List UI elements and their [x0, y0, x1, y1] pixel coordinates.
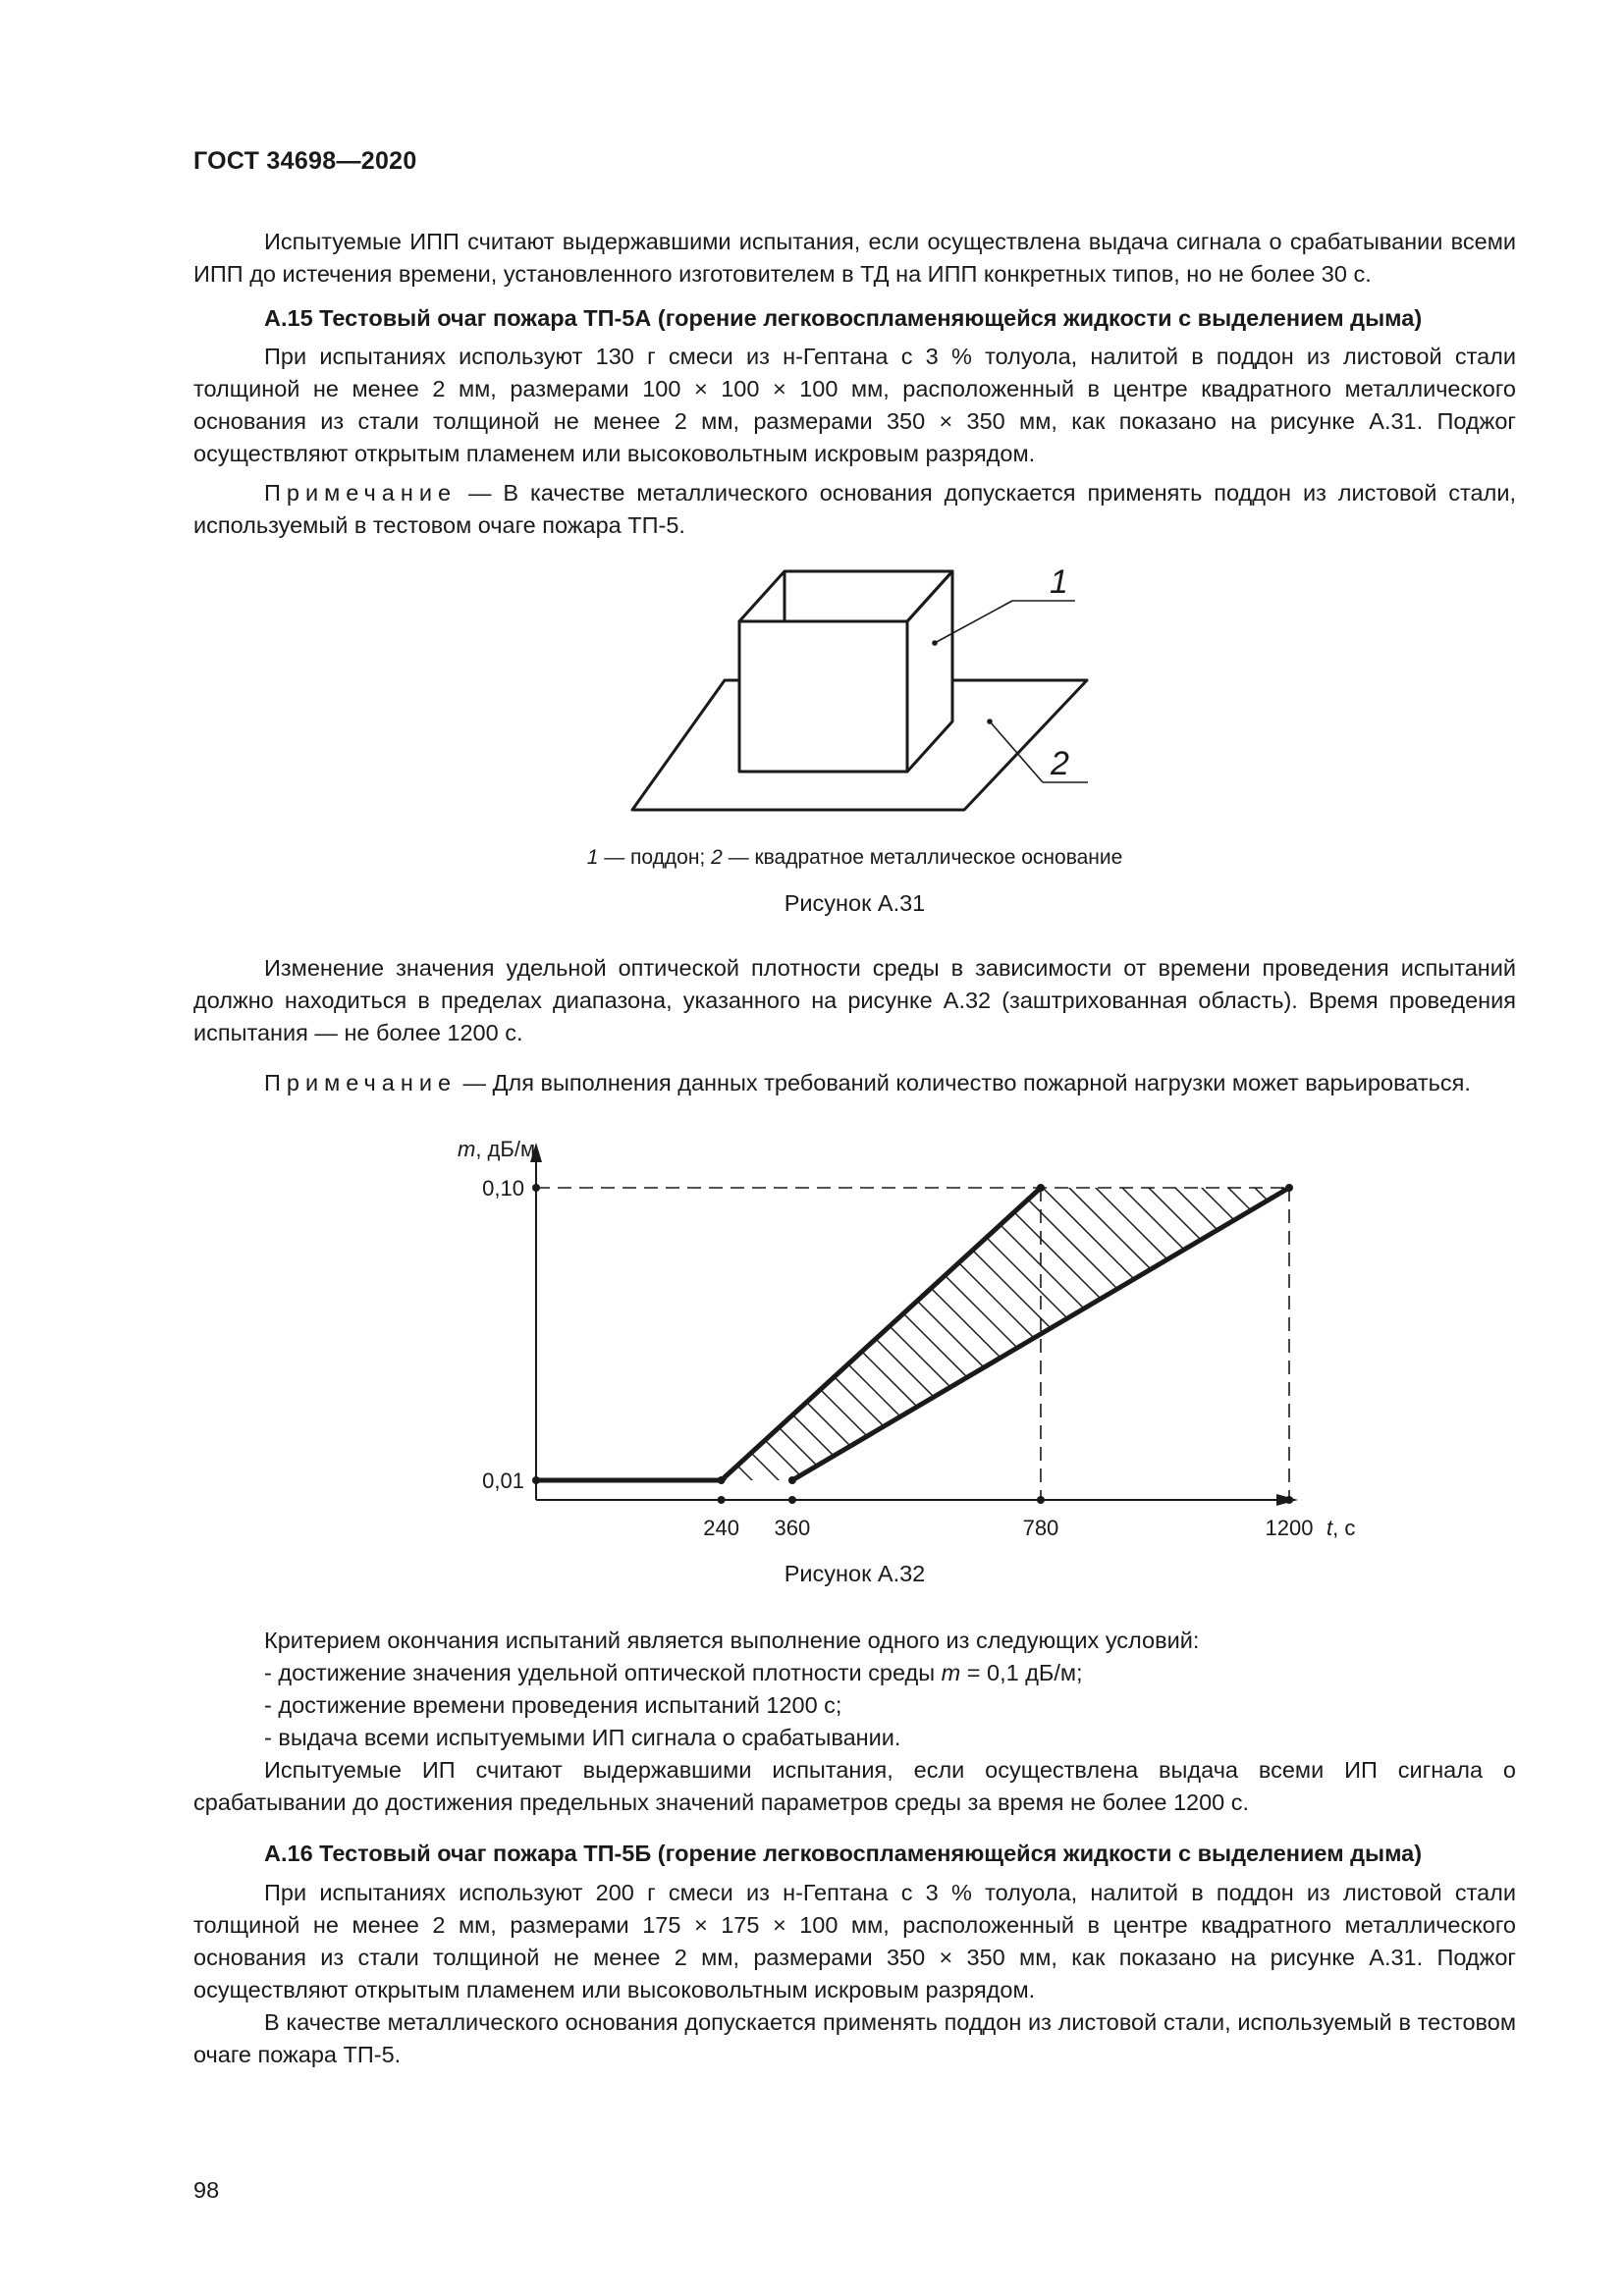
- hatch-line: [447, 1148, 820, 1522]
- y-tick-label: 0,01: [482, 1468, 524, 1493]
- x-tick-label: 1200: [1265, 1516, 1314, 1540]
- hatch-line: [1507, 1148, 1624, 1522]
- figure-a31-drawing: [609, 560, 1119, 825]
- hatch-line: [659, 1148, 1032, 1522]
- hatch-line: [473, 1148, 846, 1522]
- intro-text: Испытуемые ИПП считают выдержавшими испытания, если осуществлена выдача сигнала о срабатывании всеми ИПП до истечения времени, установленного изготовителем в ТД на ИПП конкретных типов, но не более 30 с.: [193, 229, 1516, 287]
- data-point: [788, 1496, 796, 1504]
- hatch-line: [1587, 1148, 1624, 1522]
- section-a15-note: [193, 477, 1516, 542]
- x-axis-label: [1326, 1516, 1355, 1540]
- hatch-line: [871, 1148, 1244, 1522]
- criteria-intro: Критерием окончания испытаний является выполнение одного из следующих условий:: [264, 1628, 1200, 1653]
- density-text: Изменение значения удельной оптической плотности среды в зависимости от времени проведения испытаний должно находиться в пределах диапазона, указанного на рисунке А.32 (заштрихованная область). Время проведения испытания — не более 1200 с.: [193, 955, 1516, 1045]
- criteria-item-1: [193, 1657, 1516, 1689]
- hatch-line: [924, 1148, 1297, 1522]
- section-a16-text-1: При испытаниях используют 200 г смеси из н-Гептана с 3 % толуола, налитой в поддон из листовой стали толщиной не менее 2 мм, размерами 175 × 175 × 100 мм, расположенный в центре квадратного металлического основания из стали толщиной не менее 2 мм, размерами 350 × 350 мм, как показано на рисунке А.31. Поджог осуществляют открытым пламенем или высоковольтным искровым разрядом.: [193, 1880, 1516, 2002]
- data-point: [1037, 1496, 1045, 1504]
- hatch-line: [1428, 1148, 1624, 1522]
- data-point: [1285, 1184, 1293, 1192]
- hatch-line: [1189, 1148, 1562, 1522]
- hatch-line: [314, 1148, 687, 1522]
- density-note: [193, 1067, 1516, 1099]
- hatch-line: [1110, 1148, 1483, 1522]
- hatch-line: [712, 1148, 1085, 1522]
- legend-number-1: 1: [586, 846, 599, 869]
- page-number: 98: [193, 2177, 220, 2203]
- hatch-line: [1216, 1148, 1589, 1522]
- figure-a32-chart: [432, 1129, 1356, 1551]
- section-a15-title: А.15 Тестовый очаг пожара ТП-5А (горение легковоспламеняющейся жидкости с выделением дыма): [264, 305, 1423, 331]
- x-axis-unit: , с: [1332, 1516, 1356, 1540]
- data-point: [718, 1496, 726, 1504]
- hatch-line: [1322, 1148, 1624, 1522]
- criteria-conclusion: Испытуемые ИП считают выдержавшими испытания, если осуществлена выдача всеми ИП сигнала о срабатывании до достижения предельных значений параметров среды за время не более 1200 с.: [193, 1757, 1516, 1815]
- callout-2-dot: [987, 719, 993, 724]
- hatch-line: [1136, 1148, 1509, 1522]
- figure-a31-caption: Рисунок А.31: [784, 890, 926, 916]
- data-point: [1037, 1184, 1045, 1192]
- hatch-line: [977, 1148, 1350, 1522]
- callout-2-label: 2: [1051, 745, 1069, 782]
- legend-text-2: — квадратное металлическое основание: [722, 846, 1123, 869]
- section-a16-title: А.16 Тестовый очаг пожара ТП-5Б (горение легковоспламеняющейся жидкости с выделением дыма): [264, 1841, 1423, 1866]
- note-text: — В качестве металлического основания допускается применять поддон из листовой стали, используемый в тестовом очаге пожара ТП-5.: [193, 480, 1516, 538]
- figure-a31-legend: [193, 846, 1516, 870]
- note-text: — Для выполнения данных требований количество пожарной нагрузки может варьироваться.: [457, 1070, 1471, 1095]
- hatch-line: [1030, 1148, 1403, 1522]
- criteria-item-3: - выдача всеми испытуемыми ИП сигнала о срабатывании.: [264, 1725, 901, 1750]
- criteria-block: [193, 1625, 1516, 1819]
- hatch-line: [1056, 1148, 1430, 1522]
- density-paragraph: [193, 952, 1516, 1049]
- data-point: [788, 1476, 796, 1484]
- section-a15-paragraph: [193, 341, 1516, 470]
- hatch-line: [897, 1148, 1271, 1522]
- legend-text-1: — поддон;: [598, 846, 712, 869]
- hatch-line: [1454, 1148, 1624, 1522]
- criteria-item-1-text: - достижение значения удельной оптической плотности среды: [264, 1660, 942, 1685]
- criteria-item-1-var: m: [941, 1660, 961, 1685]
- hatch-line: [1481, 1148, 1624, 1522]
- hatch-line: [1534, 1148, 1624, 1522]
- figure-a32-caption: Рисунок А.32: [784, 1561, 926, 1586]
- y-tick-label: 0,10: [482, 1176, 524, 1201]
- hatch-line: [1401, 1148, 1624, 1522]
- hatch-line: [844, 1148, 1218, 1522]
- hatch-line: [1269, 1148, 1624, 1522]
- hatch-line: [1242, 1148, 1615, 1522]
- note-density: [193, 1067, 1516, 1099]
- criteria-item-1-value: = 0,1 дБ/м;: [960, 1660, 1083, 1685]
- hatch-line: [1003, 1148, 1377, 1522]
- hatch-line: [950, 1148, 1324, 1522]
- hatch-line: [1348, 1148, 1624, 1522]
- hatch-line: [1613, 1148, 1624, 1522]
- x-tick-label: 240: [703, 1516, 739, 1540]
- hatched-region: [314, 1148, 1624, 1522]
- data-point: [532, 1476, 540, 1484]
- x-tick-label: 360: [774, 1516, 811, 1540]
- hatch-line: [1163, 1148, 1536, 1522]
- callout-1-dot: [932, 640, 938, 646]
- callout-1-label: 1: [1050, 563, 1068, 601]
- x-axis-var: t: [1326, 1516, 1333, 1540]
- hatch-line: [1295, 1148, 1624, 1522]
- hatch-line: [738, 1148, 1111, 1522]
- criteria-item-2: - достижение времени проведения испытаний 1200 с;: [264, 1692, 842, 1718]
- hatch-line: [1375, 1148, 1624, 1522]
- hatch-line: [685, 1148, 1058, 1522]
- tray-front-face: [739, 621, 907, 772]
- hatch-line: [579, 1148, 952, 1522]
- section-a15-text: При испытаниях используют 130 г смеси из н-Гептана с 3 % толуола, налитой в поддон из листовой стали толщиной не менее 2 мм, размерами 100 × 100 × 100 мм, расположенный в центре квадратного металлического основания из стали толщиной не менее 2 мм, размерами 350 × 350 мм, как показано на рисунке А.31. Поджог осуществляют открытым пламенем или высоковольтным искровым разрядом.: [193, 344, 1516, 466]
- document-header: ГОСТ 34698—2020: [193, 147, 417, 175]
- hatch-line: [394, 1148, 767, 1522]
- y-axis-var: m: [458, 1137, 476, 1161]
- data-point: [532, 1184, 540, 1192]
- data-point: [718, 1476, 726, 1484]
- y-axis-label: [458, 1137, 535, 1161]
- hatch-line: [606, 1148, 979, 1522]
- legend-number-2: 2: [711, 846, 723, 869]
- hatch-line: [1560, 1148, 1624, 1522]
- section-a16-body: [193, 1877, 1516, 2071]
- y-axis-unit: , дБ/м: [475, 1137, 536, 1161]
- hatch-line: [818, 1148, 1191, 1522]
- hatch-line: [1083, 1148, 1456, 1522]
- data-point: [1285, 1496, 1293, 1504]
- note-label: Примечание: [264, 1070, 458, 1095]
- hatch-line: [341, 1148, 714, 1522]
- hatch-line: [526, 1148, 899, 1522]
- section-a16-text-2: В качестве металлического основания допускается применять поддон из листовой стали, используемый в тестовом очаге пожара ТП-5.: [193, 2009, 1516, 2067]
- x-tick-label: 780: [1022, 1516, 1059, 1540]
- note-a15: [193, 477, 1516, 542]
- intro-paragraph: [193, 226, 1516, 291]
- hatch-line: [791, 1148, 1164, 1522]
- note-label: Примечание: [264, 480, 458, 506]
- tray-side-face: [907, 571, 952, 772]
- hatch-line: [367, 1148, 740, 1522]
